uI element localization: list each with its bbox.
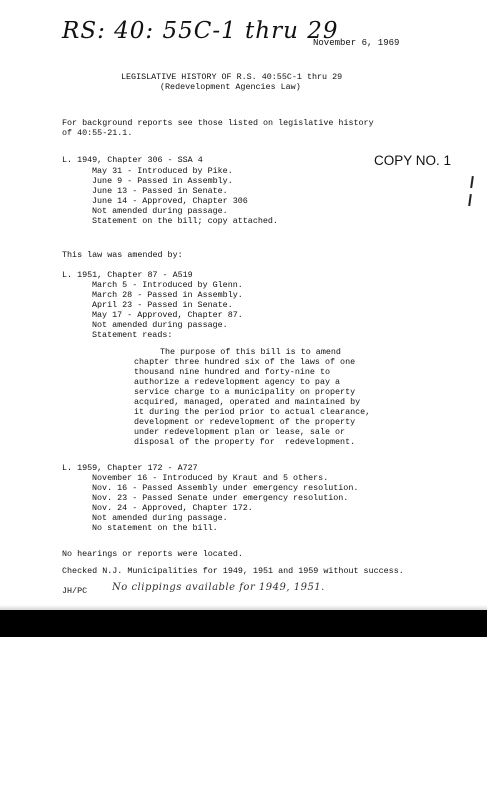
law-1949-line: June 14 - Approved, Chapter 306: [92, 196, 248, 206]
statement-line: disposal of the property for redevelopment.: [134, 437, 356, 447]
law-1959-line: Nov. 23 - Passed Senate under emergency resolution.: [92, 493, 349, 503]
law-1949-line: June 13 - Passed in Senate.: [92, 186, 228, 196]
background-note-line-1: For background reports see those listed on legislative history: [62, 118, 374, 128]
law-1949-heading: L. 1949, Chapter 306 - SSA 4: [62, 155, 203, 165]
handwritten-header: RS: 40: 55C-1 thru 29: [62, 18, 339, 44]
statement-line: chapter three hundred six of the laws of one: [134, 357, 356, 367]
initials: JH/PC: [62, 586, 88, 596]
law-1959-line: Not amended during passage.: [92, 513, 228, 523]
law-1949-line: Not amended during passage.: [92, 206, 228, 216]
statement-line: acquired, managed, operated and maintained by: [134, 397, 361, 407]
statement-line: service charge to a municipality on property: [134, 387, 356, 397]
law-1951-heading: L. 1951, Chapter 87 - A519: [62, 270, 193, 280]
law-1949-line: May 31 - Introduced by Pike.: [92, 166, 233, 176]
statement-line: it during the period prior to actual clearance,: [134, 407, 371, 417]
document-title: LEGISLATIVE HISTORY OF R.S. 40:55C-1 thru 29: [121, 72, 343, 82]
statement-line: under redevelopment plan or lease, sale or: [134, 427, 346, 437]
law-1959-line: Nov. 16 - Passed Assembly under emergency resolution.: [92, 483, 359, 493]
amended-intro: This law was amended by:: [62, 250, 183, 260]
statement-line: thousand nine hundred and forty-nine to: [134, 367, 331, 377]
statement-line: authorize a redevelopment agency to pay a: [134, 377, 341, 387]
law-1951-line: Statement reads:: [92, 330, 173, 340]
law-1951-line: March 28 - Passed in Assembly.: [92, 290, 243, 300]
law-1951-line: Not amended during passage.: [92, 320, 228, 330]
handwritten-footer-note: No clippings available for 1949, 1951.: [112, 582, 325, 593]
law-1949-line: June 9 - Passed in Assembly.: [92, 176, 233, 186]
no-hearings-note: No hearings or reports were located.: [62, 549, 243, 559]
margin-mark: [468, 194, 471, 206]
margin-mark: [470, 176, 473, 188]
law-1959-heading: L. 1959, Chapter 172 - A727: [62, 463, 198, 473]
law-1959-line: November 16 - Introduced by Kraut and 5 others.: [92, 473, 329, 483]
document-subtitle: (Redevelopment Agencies Law): [160, 82, 301, 92]
law-1951-line: April 23 - Passed in Senate.: [92, 300, 233, 310]
checked-note: Checked N.J. Municipalities for 1949, 1951 and 1959 without success.: [62, 566, 404, 576]
law-1951-line: March 5 - Introduced by Glenn.: [92, 280, 243, 290]
law-1951-line: May 17 - Approved, Chapter 87.: [92, 310, 243, 320]
statement-line: development or redevelopment of the property: [134, 417, 356, 427]
law-1949-line: Statement on the bill; copy attached.: [92, 216, 278, 226]
statement-line: The purpose of this bill is to amend: [160, 347, 341, 357]
law-1959-line: No statement on the bill.: [92, 523, 218, 533]
background-note-line-2: of 40:55-21.1.: [62, 128, 133, 138]
scan-black-bar: [0, 610, 487, 637]
law-1959-line: Nov. 24 - Approved, Chapter 172.: [92, 503, 253, 513]
document-date: November 6, 1969: [313, 38, 400, 48]
copy-number-stamp: COPY NO. 1: [374, 153, 452, 168]
